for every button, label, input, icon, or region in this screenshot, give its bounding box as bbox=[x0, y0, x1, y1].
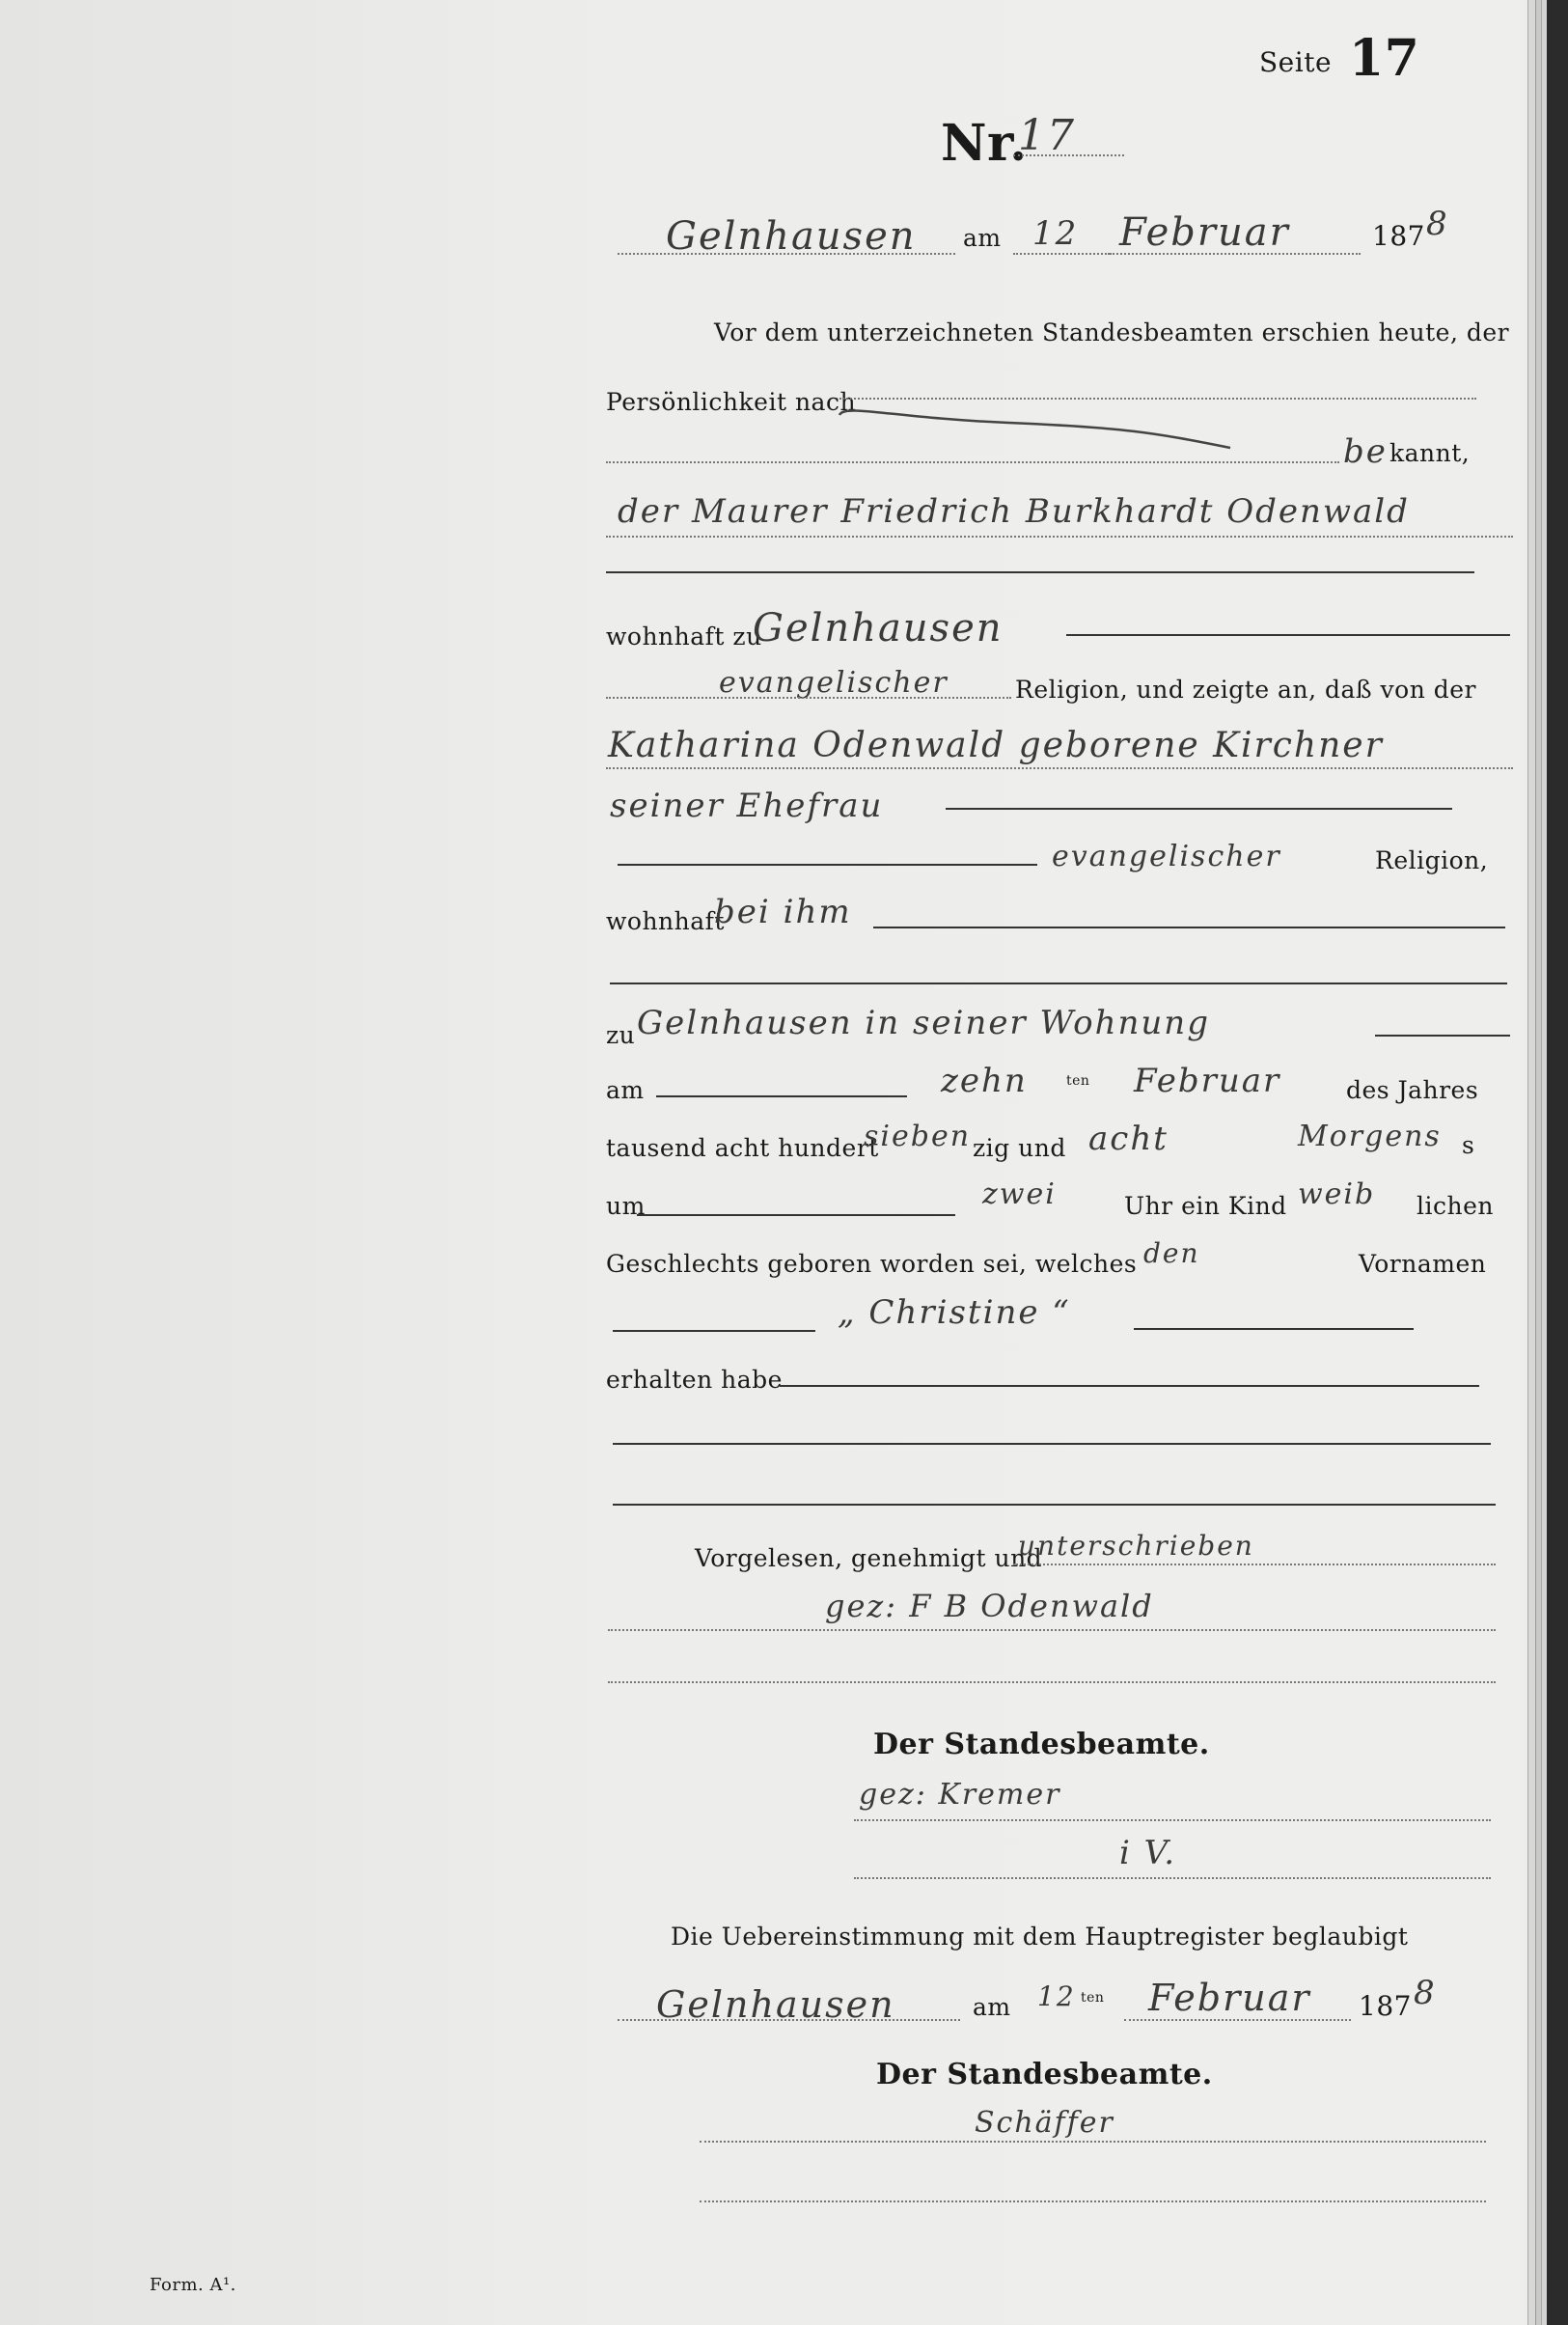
wohnhaft2-line bbox=[873, 927, 1505, 928]
year2-prefix: 187 bbox=[1359, 1990, 1412, 2022]
month: Februar bbox=[1119, 210, 1290, 255]
book-binding bbox=[1547, 0, 1568, 2325]
sieben-handwritten: sieben bbox=[864, 1120, 972, 1153]
am-birth-line bbox=[656, 1095, 907, 1097]
wohnhaft-label: wohnhaft bbox=[606, 907, 725, 935]
standesbeamte-title-2: Der Standesbeamte. bbox=[876, 2058, 1213, 2091]
zu-label: zu bbox=[606, 1021, 636, 1049]
bekannt-handwritten: be bbox=[1343, 432, 1388, 471]
ehefrau-line bbox=[946, 808, 1452, 810]
religion1-text: Religion, und zeigte an, daß von der bbox=[1015, 676, 1476, 704]
erhalten-line bbox=[780, 1385, 1479, 1387]
signature-schaeffer: Schäffer bbox=[975, 2106, 1114, 2140]
place2-line bbox=[618, 2019, 960, 2021]
year2-suffix: 8 bbox=[1414, 1974, 1437, 2012]
intro-line: Vor dem unterzeichneten Standesbeamten erschien heute, der bbox=[714, 318, 1510, 346]
place-2: Gelnhausen bbox=[656, 1983, 895, 2026]
month-line bbox=[1110, 253, 1361, 255]
des-jahres: des Jahres bbox=[1346, 1076, 1479, 1104]
blank-line-2 bbox=[613, 1504, 1496, 1506]
ten-superscript-2: ten bbox=[1081, 1990, 1105, 2006]
page-number: 17 bbox=[1349, 29, 1420, 88]
persoenlichkeit-label: Persönlichkeit nach bbox=[606, 388, 857, 416]
signature3-line bbox=[700, 2141, 1486, 2143]
zig-und: zig und bbox=[973, 1134, 1066, 1162]
blank-line-1 bbox=[613, 1443, 1491, 1445]
erhalten-text: erhalten habe bbox=[606, 1366, 783, 1394]
uebereinstimmung-text: Die Uebereinstimmung mit dem Hauptregister beglaubigt bbox=[671, 1923, 1409, 1951]
person-line bbox=[606, 536, 1513, 538]
religion1-line bbox=[606, 697, 1011, 699]
am-label: am bbox=[963, 224, 1002, 252]
um-line bbox=[637, 1214, 955, 1216]
um-label: um bbox=[606, 1192, 646, 1220]
wohnhaft2-line-2 bbox=[610, 983, 1507, 984]
wohnhaft-line bbox=[1066, 634, 1510, 636]
nr-value: 17 bbox=[1018, 111, 1076, 160]
bekannt-line bbox=[606, 461, 1339, 463]
religion2-text: Religion, bbox=[1375, 846, 1489, 874]
mother-line bbox=[606, 767, 1513, 769]
ten-superscript: ten bbox=[1066, 1073, 1090, 1089]
nr-line bbox=[1013, 154, 1124, 156]
form-label: Form. A¹. bbox=[150, 2275, 236, 2295]
seite-label: Seite bbox=[1259, 46, 1333, 78]
birth-month: Februar bbox=[1134, 1062, 1281, 1100]
s-letter: s bbox=[1462, 1131, 1475, 1159]
tausend-text: tausend acht hundert bbox=[606, 1134, 879, 1162]
morgens-handwritten: Morgens bbox=[1298, 1120, 1442, 1153]
nr-label: Nr. bbox=[941, 114, 1028, 173]
christine-line-left bbox=[613, 1330, 815, 1332]
unterschrieben-handwritten: unterschrieben bbox=[1018, 1530, 1254, 1562]
signature-iv: i V. bbox=[1119, 1834, 1177, 1872]
zu-line bbox=[1375, 1035, 1510, 1037]
religion2-line-left bbox=[618, 864, 1037, 866]
day: 12 bbox=[1032, 214, 1079, 253]
am-2: am bbox=[973, 1993, 1011, 2021]
month2-line bbox=[1124, 2019, 1351, 2021]
person-line-2 bbox=[606, 571, 1474, 573]
birth-day: zehn bbox=[941, 1062, 1028, 1100]
signature2-line bbox=[854, 1819, 1491, 1821]
christine-handwritten: „ Christine “ bbox=[838, 1293, 1071, 1332]
uhr-kind: Uhr ein Kind bbox=[1124, 1192, 1287, 1220]
zu-place: Gelnhausen in seiner Wohnung bbox=[637, 1004, 1210, 1042]
year-prefix: 187 bbox=[1372, 220, 1425, 252]
den-handwritten: den bbox=[1143, 1237, 1200, 1269]
acht-handwritten: acht bbox=[1088, 1120, 1169, 1158]
religion2-handwritten: evangelischer bbox=[1052, 840, 1281, 873]
religion1-handwritten: evangelischer bbox=[719, 666, 949, 700]
geschlechts-text: Geschlechts geboren worden sei, welches bbox=[606, 1250, 1138, 1278]
day-2: 12 bbox=[1037, 1980, 1076, 2012]
vornamen-text: Vornamen bbox=[1359, 1250, 1487, 1278]
weib-handwritten: weib bbox=[1298, 1177, 1376, 1211]
vorgelesen-text: Vorgelesen, genehmigt und bbox=[695, 1544, 1043, 1572]
zwei-handwritten: zwei bbox=[982, 1177, 1057, 1211]
person-name: der Maurer Friedrich Burkhardt Odenwald bbox=[618, 492, 1410, 531]
flourish-stroke bbox=[835, 394, 1240, 452]
lichen-text: lichen bbox=[1417, 1192, 1494, 1220]
standesbeamte-title-1: Der Standesbeamte. bbox=[873, 1728, 1210, 1761]
wohnhaft2-handwritten: bei ihm bbox=[714, 893, 852, 931]
christine-line-right bbox=[1134, 1328, 1414, 1330]
signature-kremer: gez: Kremer bbox=[859, 1778, 1061, 1812]
day-line bbox=[1013, 253, 1110, 255]
signature1-line-2 bbox=[608, 1681, 1496, 1683]
bekannt-text: kannt, bbox=[1389, 439, 1471, 467]
am-birth-label: am bbox=[606, 1076, 645, 1104]
mother-name: Katharina Odenwald geborene Kirchner bbox=[608, 726, 1384, 765]
wohnhaft-zu-label: wohnhaft zu bbox=[606, 623, 762, 650]
signature1-line bbox=[608, 1629, 1496, 1631]
signature3-line-2 bbox=[700, 2200, 1486, 2202]
year-suffix: 8 bbox=[1426, 205, 1449, 243]
signature2-line-2 bbox=[854, 1877, 1491, 1879]
month-2: Februar bbox=[1148, 1977, 1311, 2019]
signature-odenwald: gez: F B Odenwald bbox=[825, 1588, 1154, 1624]
wohnhaft-place: Gelnhausen bbox=[753, 606, 1004, 650]
place: Gelnhausen bbox=[666, 214, 917, 259]
vorgelesen-line bbox=[1013, 1564, 1496, 1565]
place-line bbox=[618, 253, 955, 255]
ehefrau-handwritten: seiner Ehefrau bbox=[610, 787, 884, 825]
